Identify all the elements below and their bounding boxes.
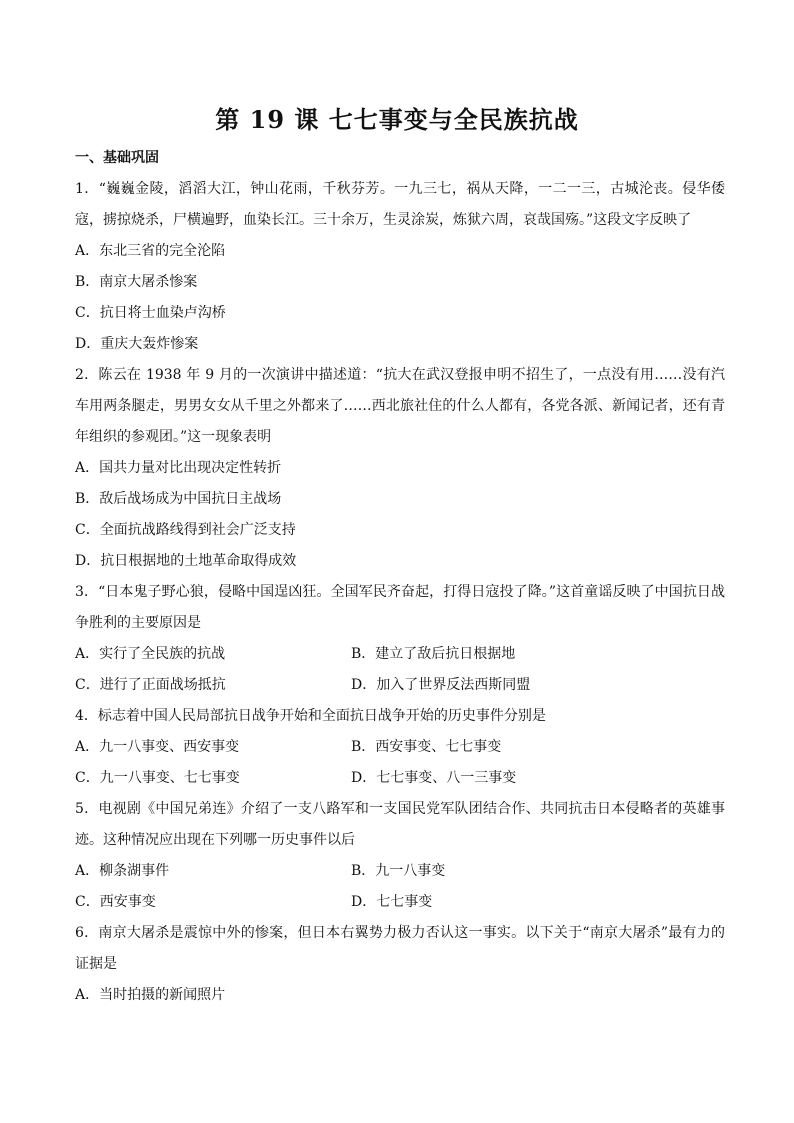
question-5-option-b: B．九一八事变 [351,863,446,879]
question-5-option-a: A．柳条湖事件 [75,863,170,879]
question-4-option-a: A．九一八事变、西安事变 [75,739,240,755]
question-2-option-c: C．全面抗战路线得到社会广泛支持 [75,522,296,538]
question-4-option-d: D．七七事变、八一三事变 [351,770,517,786]
question-4-options-row-2 [75,763,725,794]
question-5-options-row-2 [75,887,725,918]
question-1-option-b: B．南京大屠杀惨案 [75,274,198,290]
question-2-option-a: A．国共力量对比出现决定性转折 [75,460,282,476]
page-title: 第 19 课 七七事变与全民族抗战 [215,105,579,134]
question-1-stem: 1．“巍巍金陵，滔滔大江，钟山花雨，千秋芬芳。一九三七，祸从天降，一二一三，古城沦丧。侵华倭寇，掳掠烧杀，尸横遍野，血染长江。三十余万，生灵涂炭，炼狱六周，哀哉国殇。”这段文字反映了 [75,181,725,228]
question-5-option-d: D．七七事变 [351,894,433,910]
question-3-options-row-1 [75,639,725,670]
question-3-options-row-2 [75,670,725,701]
question-2-stem: 2．陈云在 1938 年 9 月的一次演讲中描述道：“抗大在武汉登报申明不招生了，一点没有用……没有汽车用两条腿走，男男女女从千里之外都来了……西北旅社住的什么人都有，各党各派、新闻记者，还有青年组织的参观团。”这一现象表明 [75,367,725,445]
question-4-option-b: B．西安事变、七七事变 [351,739,502,755]
question-4-options-row-1 [75,732,725,763]
question-2-option-d: D．抗日根据地的土地革命取得成效 [75,553,297,569]
question-3-option-a: A．实行了全民族的抗战 [75,646,226,662]
question-6-stem: 6．南京大屠杀是震惊中外的惨案，但日本右翼势力极力否认这一事实。以下关于“南京大屠杀”最有力的证据是 [75,925,725,972]
question-5-option-c: C．西安事变 [75,894,156,910]
question-4-option-c: C．九一八事变、七七事变 [75,770,240,786]
question-2-option-b: B．敌后战场成为中国抗日主战场 [75,491,282,507]
question-1-option-c: C．抗日将士血染卢沟桥 [75,305,226,321]
question-1-option-a: A．东北三省的完全沦陷 [75,243,226,259]
question-1-option-d: D．重庆大轰炸惨案 [75,336,199,352]
question-3-option-b: B．建立了敌后抗日根据地 [351,646,516,662]
document-content [75,143,725,1011]
question-5-options-row-1 [75,856,725,887]
section-heading: 一、基础巩固 [75,150,159,166]
question-6-option-a: A．当时拍摄的新闻照片 [75,987,226,1003]
question-3-stem: 3．“日本鬼子野心狼，侵略中国逞凶狂。全国军民齐奋起，打得日寇投了降。”这首童谣反映了中国抗日战争胜利的主要原因是 [75,584,725,631]
question-4-stem: 4．标志着中国人民局部抗日战争开始和全面抗日战争开始的历史事件分别是 [75,708,546,724]
question-3-option-d: D．加入了世界反法西斯同盟 [351,677,531,693]
question-3-option-c: C．进行了正面战场抵抗 [75,677,226,693]
question-5-stem: 5．电视剧《中国兄弟连》介绍了一支八路军和一支国民党军队团结合作、共同抗击日本侵略者的英雄事迹。这种情况应出现在下列哪一历史事件以后 [75,801,725,848]
